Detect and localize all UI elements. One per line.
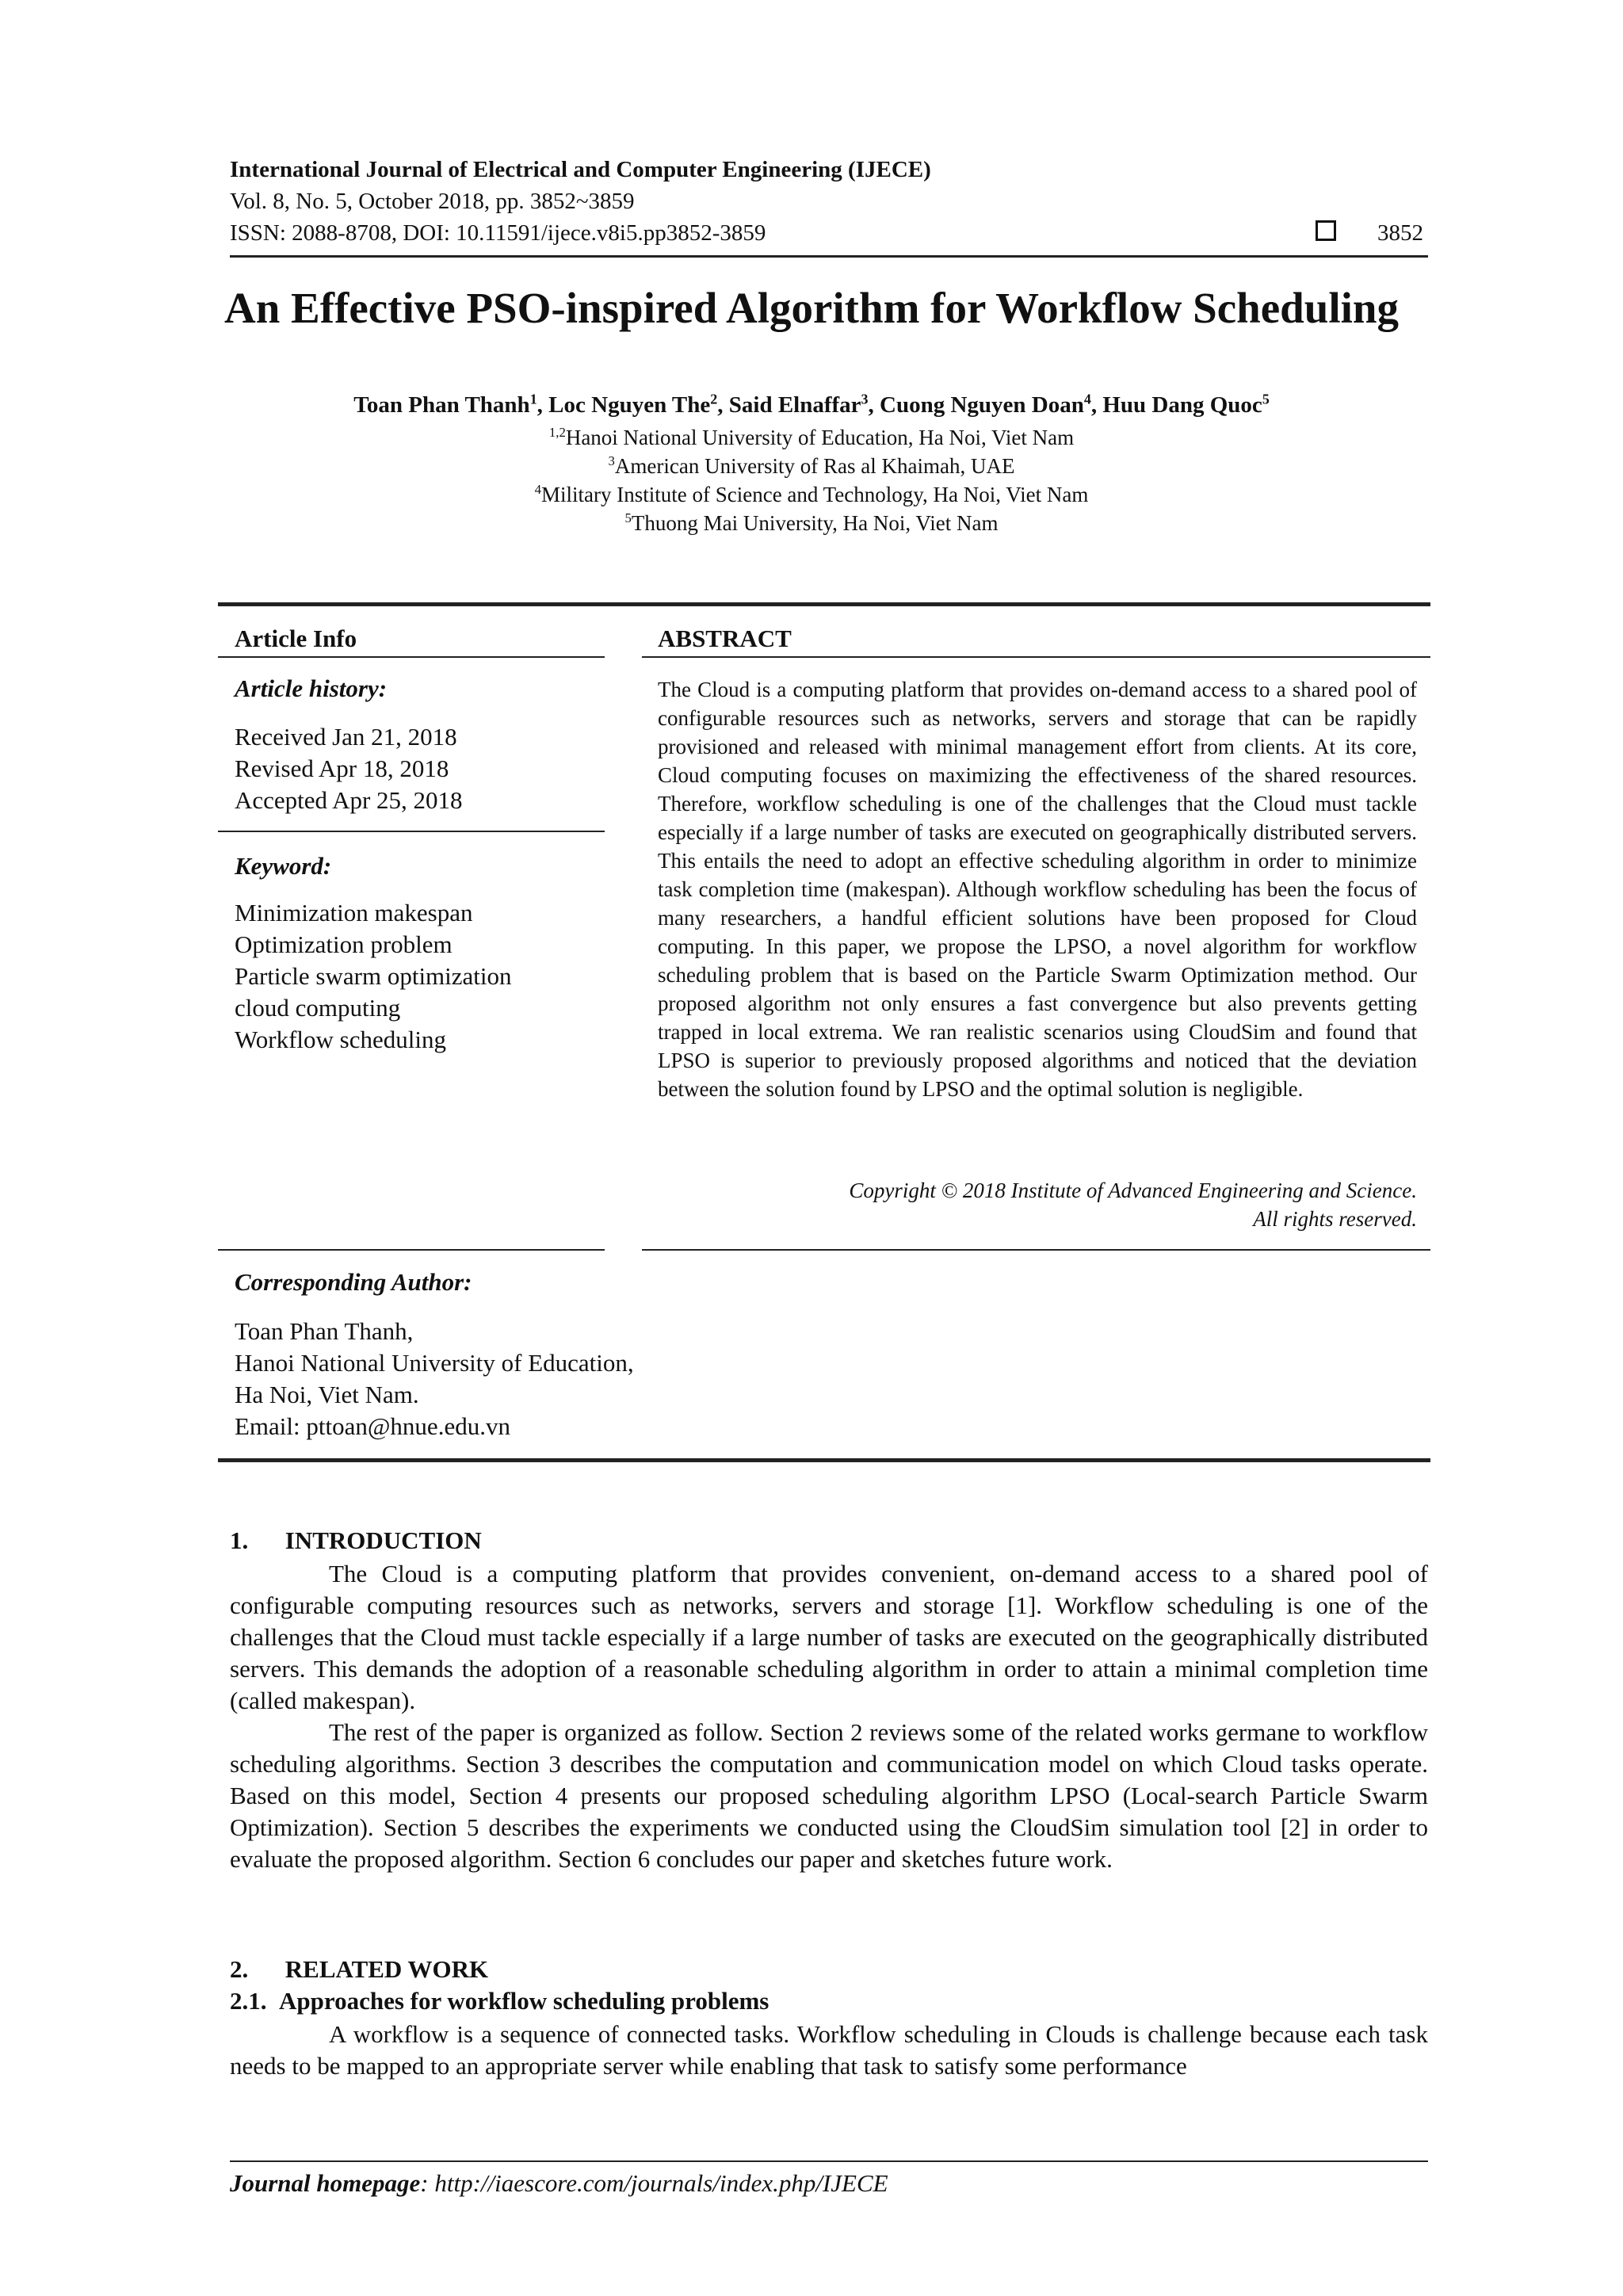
abstract-text: The Cloud is a computing platform that provides on-demand access to a shared pool of configurable resources such as networks, servers and storage that can be rapidly provisioned and released with minimal management effort from clients. At its core, Cloud computing focuses on maximizing the effectiveness of the shared resources. Therefore, workflow scheduling is one of the challenges that the Cloud must tackle especially if a large number of tasks are executed on geographically distributed servers. This entails the need to adopt an effective scheduling algorithm in order to minimize task completion time (makespan). Although workflow scheduling has been the focus of many researchers, a handful efficient solutions have been proposed for Cloud computing. In this paper, we propose the LPSO, a novel algorithm for workflow scheduling problem that is based on the Particle Swarm Optimization method. Our proposed algorithm not only ensures a fast convergence but also prevents getting trapped in local extrema. We ran realistic scenarios using CloudSim and found that LPSO is superior to previously proposed algorithms and noticed that the deviation between the solution found by LPSO and the optimal solution is negligible. bbox=[658, 678, 1417, 1101]
keyword-item: Minimization makespan bbox=[235, 899, 473, 926]
checkbox-square-icon bbox=[1316, 220, 1336, 241]
author-name: Huu Dang Quoc bbox=[1102, 392, 1262, 418]
author-sup: 2 bbox=[710, 391, 718, 407]
author-name: Said Elnaffar bbox=[728, 392, 861, 418]
corresponding-line: Hanoi National University of Education, bbox=[235, 1349, 634, 1377]
history-revised: Revised Apr 18, 2018 bbox=[235, 755, 449, 782]
history-accepted: Accepted Apr 25, 2018 bbox=[235, 786, 463, 814]
subsection-heading: 2.1. Approaches for workflow scheduling problems bbox=[230, 1987, 769, 2015]
author-sup: 3 bbox=[861, 391, 869, 407]
author-name: Cuong Nguyen Doan bbox=[880, 392, 1084, 418]
author-list: Toan Phan Thanh$^1$, Loc Nguyen The$^2$, Said Elnaffar$^3$, Cuong Nguyen Doan$^4$, Huu Dang Quoc$^5$ bbox=[353, 391, 1270, 418]
article-info-heading: Article Info bbox=[235, 625, 357, 652]
corresponding-line: Toan Phan Thanh, bbox=[235, 1317, 414, 1345]
affiliation: $^5$Thuong Mai University, Ha Noi, Viet Nam bbox=[624, 510, 999, 535]
header-rule bbox=[230, 255, 1428, 258]
corresponding-line: Ha Noi, Viet Nam. bbox=[235, 1381, 419, 1408]
corresponding-label: Corresponding Author: bbox=[235, 1268, 472, 1296]
volume-line: Vol. 8, No. 5, October 2018, pp. 3852~3859 bbox=[230, 189, 635, 214]
homepage-link[interactable]: : http://iaescore.com/journals/index.php/IJECE bbox=[420, 2169, 888, 2197]
section-heading: 1. INTRODUCTION bbox=[230, 1526, 482, 1554]
author-sup: 5 bbox=[1262, 391, 1270, 407]
section-heading: 2. RELATED WORK bbox=[230, 1955, 489, 1983]
author-name: Toan Phan Thanh bbox=[353, 392, 530, 418]
article-history-label: Article history: bbox=[235, 674, 388, 702]
homepage-label: Journal homepage bbox=[230, 2169, 421, 2197]
issn-line: ISSN: 2088-8708, DOI: 10.11591/ijece.v8i5.pp3852-3859 bbox=[230, 220, 766, 246]
keyword-label: Keyword: bbox=[235, 852, 332, 880]
affiliation: $^3$American University of Ras al Khaimah, UAE bbox=[608, 453, 1015, 478]
keyword-item: Optimization problem bbox=[235, 930, 453, 958]
author-name: Loc Nguyen The bbox=[548, 392, 711, 418]
keyword-item: cloud computing bbox=[235, 994, 401, 1022]
info-box-bottom-rule bbox=[218, 1458, 1430, 1462]
paper-title: An Effective PSO-inspired Algorithm for Workflow Scheduling bbox=[223, 284, 1400, 332]
article-info-bottom-rule bbox=[218, 1249, 605, 1251]
related-paragraph-1: A workflow is a sequence of connected tasks. Workflow scheduling in Clouds is challenge because each task needs to be mapped to an appropriate server while enabling that task to satisfy some performance bbox=[230, 2020, 1428, 2080]
history-received: Received Jan 21, 2018 bbox=[235, 723, 457, 751]
abstract-rule bbox=[642, 656, 1430, 658]
abstract-bottom-rule bbox=[642, 1249, 1430, 1251]
intro-paragraphs bbox=[230, 1558, 1428, 1875]
abstract-heading: ABSTRACT bbox=[658, 625, 792, 652]
copyright-line: Copyright © 2018 Institute of Advanced Engineering and Science. bbox=[849, 1179, 1417, 1202]
page-number: 3852 bbox=[1377, 220, 1423, 246]
intro-paragraph-1: The Cloud is a computing platform that provides convenient, on-demand access to a shared pool of configurable computing resources such as networks, servers and storage [1]. Workflow scheduling is one of the challenges that the Cloud must tackle especially if a large number of tasks are executed on the geographically distributed servers. This demands the adoption of a reasonable scheduling algorithm in order to attain a minimal completion time (called makespan). bbox=[230, 1560, 1428, 1714]
journal-name: International Journal of Electrical and Computer Engineering (IJECE) bbox=[230, 157, 931, 182]
related-paragraph bbox=[230, 2019, 1428, 2082]
author-sup: 1 bbox=[529, 391, 537, 407]
info-box-top-rule bbox=[218, 602, 1430, 606]
journal-homepage bbox=[230, 2169, 888, 2198]
affiliation: $^{1,2}$Hanoi National University of Education, Ha Noi, Viet Nam bbox=[548, 425, 1075, 449]
history-rule bbox=[218, 831, 605, 832]
intro-paragraph-2: The rest of the paper is organized as follow. Section 2 reviews some of the related works germane to workflow scheduling algorithms. Section 3 describes the computation and communication model on which Cloud tasks operate. Based on this model, Section 4 presents our proposed scheduling algorithm LPSO (Local-search Particle Swarm Optimization). Section 5 describes the experiments we conducted using the CloudSim simulation tool [2] in order to evaluate the proposed algorithm. Section 6 concludes our paper and sketches future work. bbox=[230, 1718, 1428, 1873]
footer-rule bbox=[230, 2160, 1428, 2162]
article-info-rule bbox=[218, 656, 605, 658]
affiliation: $^4$Military Institute of Science and Technology, Ha Noi, Viet Nam bbox=[534, 482, 1089, 506]
copyright-rights: All rights reserved. bbox=[1253, 1207, 1417, 1231]
author-sup: 4 bbox=[1083, 391, 1091, 407]
corresponding-email: Email: pttoan@hnue.edu.vn bbox=[235, 1412, 510, 1440]
keyword-item: Workflow scheduling bbox=[235, 1026, 446, 1053]
keyword-item: Particle swarm optimization bbox=[235, 962, 512, 990]
